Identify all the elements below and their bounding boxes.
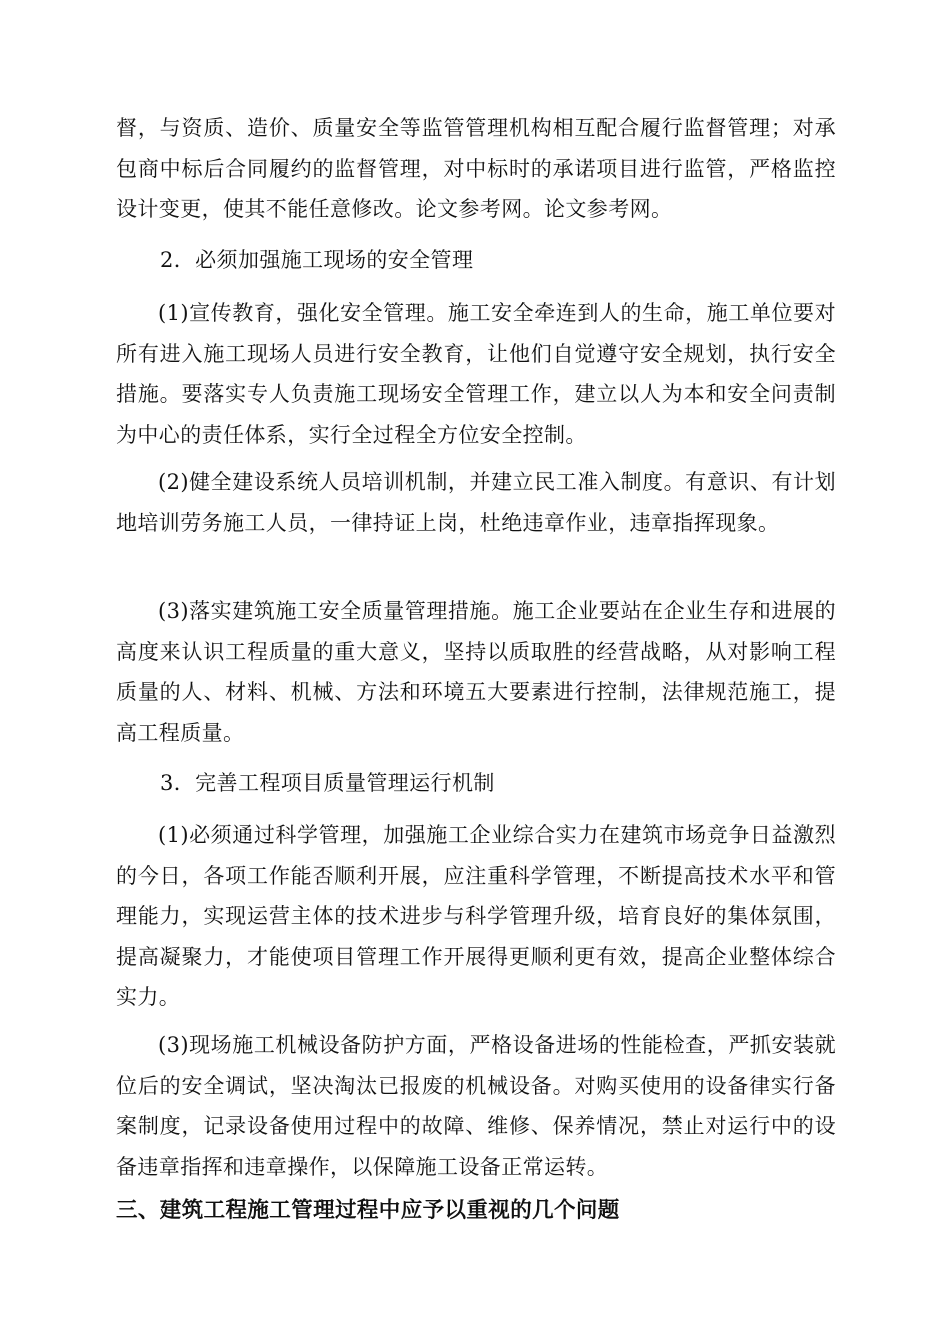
subheading-3: 3．完善工程项目质量管理运行机制 bbox=[160, 771, 495, 795]
section-title-3: 三、建筑工程施工管理过程中应予以重视的几个问题 bbox=[116, 1198, 620, 1223]
paragraph-3-1: (1)必须通过科学管理，加强施工企业综合实力在建筑市场竞争日益激烈的今日，各项工作能否顺利开展，应注重科学管理，不断提高技术水平和管理能力，实现运营主体的技术进步与科学管理升级，培育良好的集体氛围，提高凝聚力，才能使项目管理工作开展得更顺利更有效，提高企业整体综合实力。 bbox=[116, 823, 836, 1009]
paragraph-2-3: (3)落实建筑施工安全质量管理措施。施工企业要站在企业生存和进展的高度来认识工程质量的重大意义，坚持以质取胜的经营战略，从对影响工程质量的人、材料、机械、方法和环境五大要素进行控制，法律规范施工，提高工程质量。 bbox=[116, 599, 836, 745]
subheading-2: 2．必须加强施工现场的安全管理 bbox=[160, 248, 474, 272]
paragraph-3-3: (3)现场施工机械设备防护方面，严格设备进场的性能检查，严抓安装就位后的安全调试，坚决淘汰已报废的机械设备。对购买使用的设备律实行备案制度，记录设备使用过程中的故障、维修、保养情况，禁止对运行中的设备违章指挥和违章操作，以保障施工设备正常运转。 bbox=[116, 1033, 836, 1179]
paragraph-2-2: (2)健全建设系统人员培训机制，并建立民工准入制度。有意识、有计划地培训劳务施工人员，一律持证上岗，杜绝违章作业，违章指挥现象。 bbox=[116, 470, 836, 535]
paragraph-2-1: (1)宣传教育，强化安全管理。施工安全牵连到人的生命，施工单位要对所有进入施工现场人员进行安全教育，让他们自觉遵守安全规划，执行安全措施。要落实专人负责施工现场安全管理工作，建立以人为本和安全问责制为中心的责任体系，实行全过程全方位安全控制。 bbox=[116, 301, 836, 447]
paragraph-continuation: 督，与资质、造价、质量安全等监管管理机构相互配合履行监督管理；对承包商中标后合同履约的监督管理，对中标时的承诺项目进行监管，严格监控设计变更，使其不能任意修改。论文参考网。论文参考网。 bbox=[116, 116, 836, 221]
